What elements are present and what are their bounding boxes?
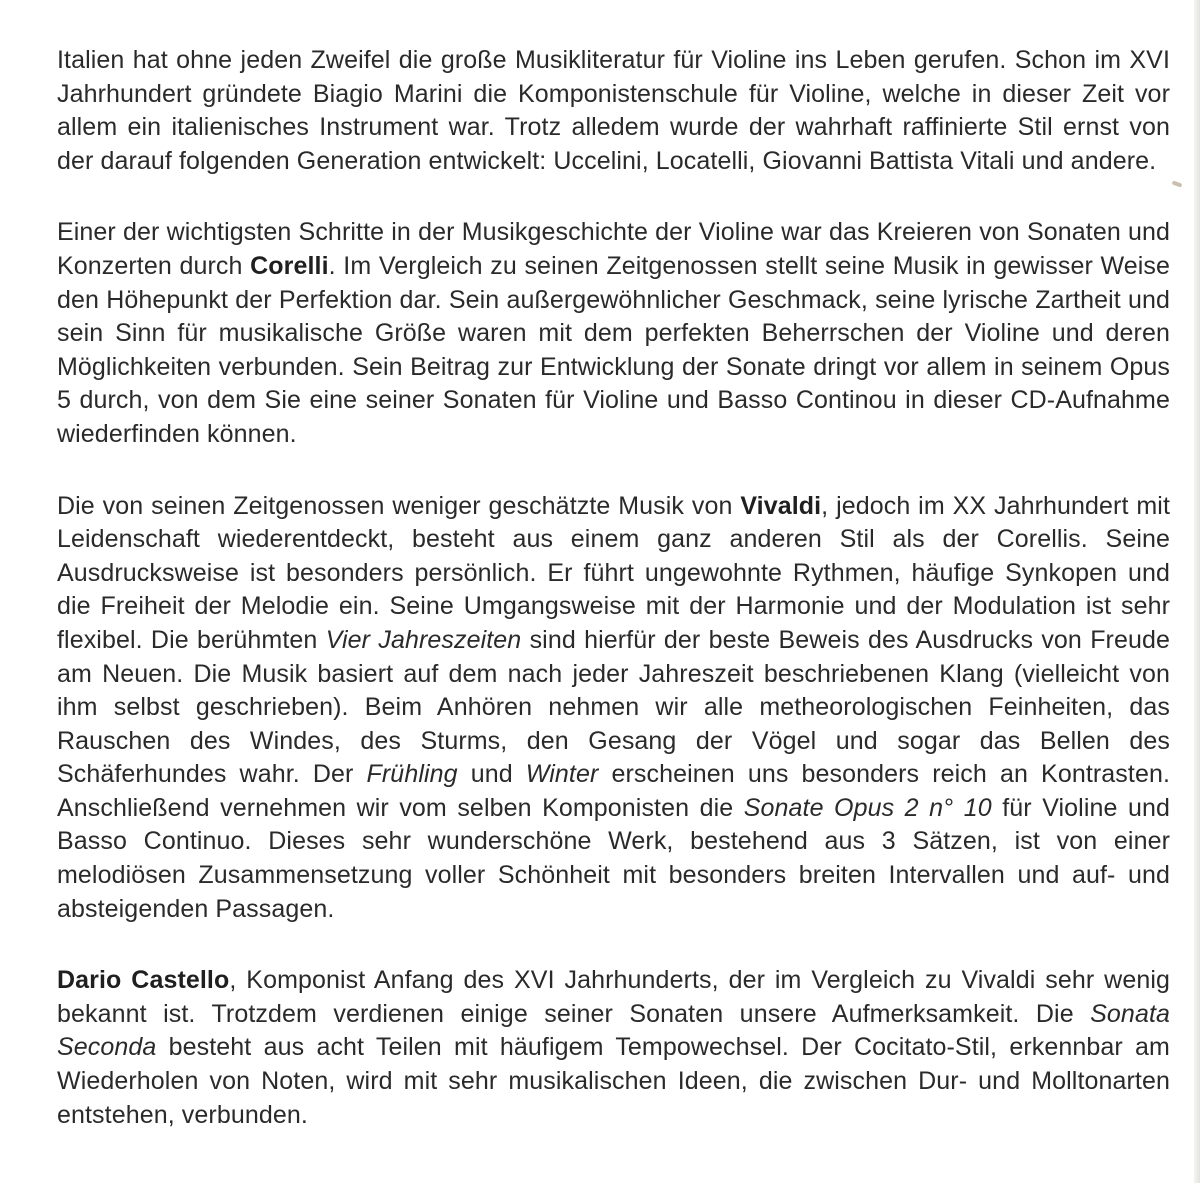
p4-text-b: besteht aus acht Teilen mit häufigem Tempowechsel. Der Cocitato-Stil, erkennbar am Wiederholen von Noten, wird mit sehr musikalischen Ideen, die zwischen Dur- und Molltonarten entstehen, verbunden. <box>57 1033 1170 1129</box>
p3-text-b: , jedoch im XX Jahrhundert mit Leidenschaft wiederentdeckt, besteht aus einem ganz anderen Stil als der Corellis. Seine Ausdrucksweise ist besonders persönlich. Er führt ungewohnte Rythmen, häufige Synkopen und die Freiheit der Melodie ein. Seine Umgangsweise mit der Harmonie und der Modulation ist sehr flexibel. Die berühmten <box>57 491 1171 654</box>
p3-italic-vier-jahreszeiten: Vier Jahreszeiten <box>325 625 522 654</box>
paragraph-castello <box>57 964 1170 1132</box>
booklet-page <box>57 44 1170 1170</box>
p3-italic-winter: Winter <box>525 760 599 789</box>
p3-text-a: Die von seinen Zeitgenossen weniger geschätzte Musik von <box>57 491 741 520</box>
p2-text-a: Einer der wichtigsten Schritte in der Musikgeschichte der Violine war das Kreieren von Sonaten und Konzerten durch <box>57 218 1170 280</box>
paper-speck <box>1172 180 1183 187</box>
p2-text-b: . Im Vergleich zu seinen Zeitgenossen stellt seine Musik in gewisser Weise den Höhepunkt der Perfektion dar. Sein außergewöhnlicher Geschmack, seine lyrische Zartheit und sein Sinn für musikalische Größe waren mit dem perfekten Beherrschen der Violine und deren Möglichkeiten verbunden. Sein Beitrag zur Entwicklung der Sonate dringt vor allem in seinem Opus 5 durch, von dem Sie eine seiner Sonaten für Violine und Basso Continou in dieser CD-Aufnahme wiederfinden können. <box>57 251 1170 448</box>
paragraph-vivaldi <box>57 490 1170 927</box>
p3-text-f: für Violine und Basso Continuo. Dieses sehr wunderschöne Werk, bestehend aus 3 Sätzen, ist von einer melodiösen Zusammensetzung voller Schönheit mit besonders breiten Intervallen und auf- und absteigenden Passagen. <box>57 793 1170 923</box>
p3-text-c: sind hierfür der beste Beweis des Ausdrucks von Freude am Neuen. Die Musik basiert auf dem nach jeder Jahreszeit beschriebenen Klang (vielleicht von ihm selbst geschrieben). Beim Anhören nehmen wir alle metheorologischen Feinheiten, das Rauschen des Windes, des Sturms, den Gesang der Vögel und sogar das Bellen des Schäferhundes wahr. Der <box>57 625 1171 789</box>
p2-bold-corelli: Corelli <box>250 251 329 280</box>
paragraph-corelli <box>57 216 1170 451</box>
p3-italic-fruehling: Frühling <box>366 760 458 789</box>
p4-bold-dario-castello: Dario Castello <box>57 966 230 995</box>
page-edge-shadow <box>1194 0 1200 1183</box>
paragraph-italy-violin <box>57 44 1170 178</box>
p4-italic-sonata-seconda: Sonata Seconda <box>57 999 1170 1062</box>
p4-text-a: , Komponist Anfang des XVI Jahrhunderts, der im Vergleich zu Vivaldi sehr wenig bekannt ist. Trotzdem verdienen einige seiner Sonaten unsere Aufmerksamkeit. Die <box>57 966 1170 1028</box>
p3-italic-sonate-opus: Sonate Opus 2 n° 10 <box>743 793 992 822</box>
p1-text: Italien hat ohne jeden Zweifel die große Musikliteratur für Violine ins Leben gerufen. Schon im XVI Jahrhundert gründete Biagio Marini die Komponistenschule für Violine, welche in dieser Zeit vor allem ein italienisches Instrument war. Trotz alledem wurde der wahrhaft raffinierte Stil ernst von der darauf folgenden Generation entwickelt: Uccelini, Locatelli, Giovanni Battista Vitali und andere. <box>57 46 1170 175</box>
p3-text-d: und <box>457 760 526 789</box>
p3-text-e: erscheinen uns besonders reich an Kontrasten. Anschließend vernehmen wir vom selben Komponisten die <box>57 760 1171 822</box>
p3-bold-vivaldi: Vivaldi <box>740 491 822 520</box>
